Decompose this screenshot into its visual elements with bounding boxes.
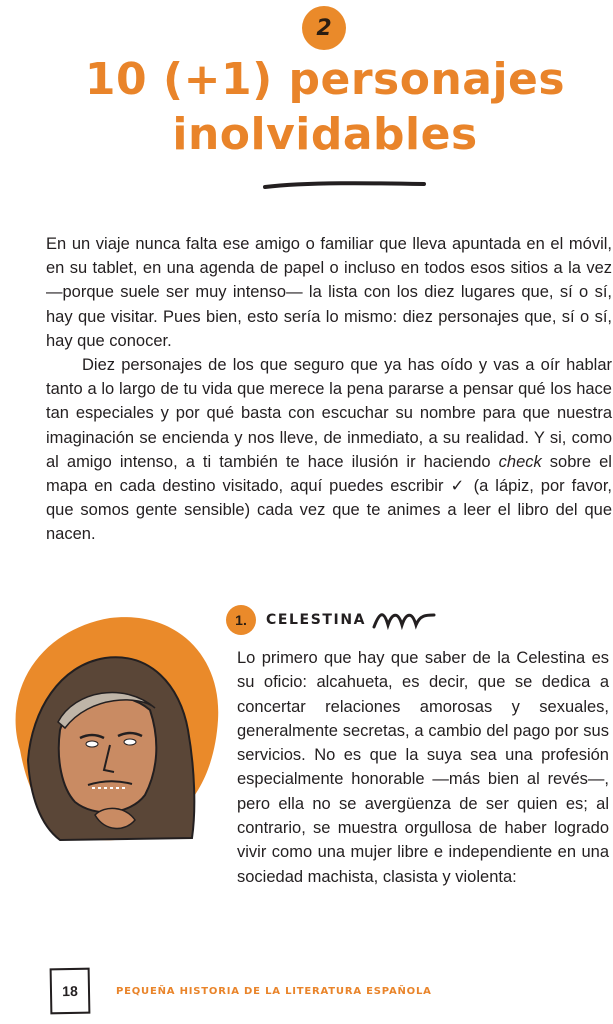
squiggle-ornament-icon (372, 609, 436, 631)
page-number: 18 (62, 982, 78, 1000)
section-number-badge (226, 605, 256, 635)
chapter-title-line1: 10 (+1) personajes (84, 54, 566, 105)
page-number-box (50, 968, 91, 1015)
page-footer (50, 968, 432, 1014)
italic-check-word: check (498, 452, 542, 471)
intro-paragraph-2: Diez personajes de los que seguro que ya has oído y vas a oír hablar tanto a lo largo de tu vida que merece la pena pararse a pensar qué los hace tan especiales y por qué basta con escuchar su nombre para que nuestra imaginación se encienda y nos lleve, de inmediato, a su realidad. Y si, como al amigo intenso, a ti también te hace ilusión ir haciendo check sobre el mapa en cada destino visitado, aquí puedes escribir ✓ (a lápiz, por favor, que somos gente sensible) cada vez que te animes a leer el libro del que nacen. (46, 356, 612, 544)
chapter-number-badge (302, 6, 346, 50)
chapter-title (60, 52, 590, 162)
section-name: CELESTINA (266, 612, 367, 628)
intro-paragraph-1: En un viaje nunca falta ese amigo o familiar que lleva apuntada en el móvil, en su tablet, en una agenda de papel o incluso en todos esos sitios a la vez —porque suele ser muy intenso— la lista con los diez lugares que, sí o sí, hay que visitar. Pues bien, esto sería lo mismo: diez personajes que, sí o sí, hay que conocer. (46, 235, 612, 350)
chapter-title-line2: inolvidables (172, 109, 478, 160)
section-body-text: Lo primero que hay que saber de la Celestina es su oficio: alcahueta, es decir, que se dedica a concertar relaciones amorosas y sexuales, generalmente secretas, a cambio del pago por sus servicios. No es que la suya sea una profesión especialmente honorable —más bien al revés—, pero ella no se avergüenza de ser quien es; al contrario, se muestra orgullosa de haber logrado vivir como una mujer libre e independiente en una sociedad machista, clasista y violenta: (237, 649, 609, 886)
intro-text (46, 232, 612, 547)
book-title: PEQUEÑA HISTORIA DE LA LITERATURA ESPAÑOLA (116, 985, 432, 997)
chapter-number: 2 (316, 15, 332, 41)
celestina-portrait (0, 610, 225, 850)
section-number: 1. (235, 612, 247, 628)
title-underline-icon (262, 178, 427, 192)
section-heading (226, 603, 436, 637)
